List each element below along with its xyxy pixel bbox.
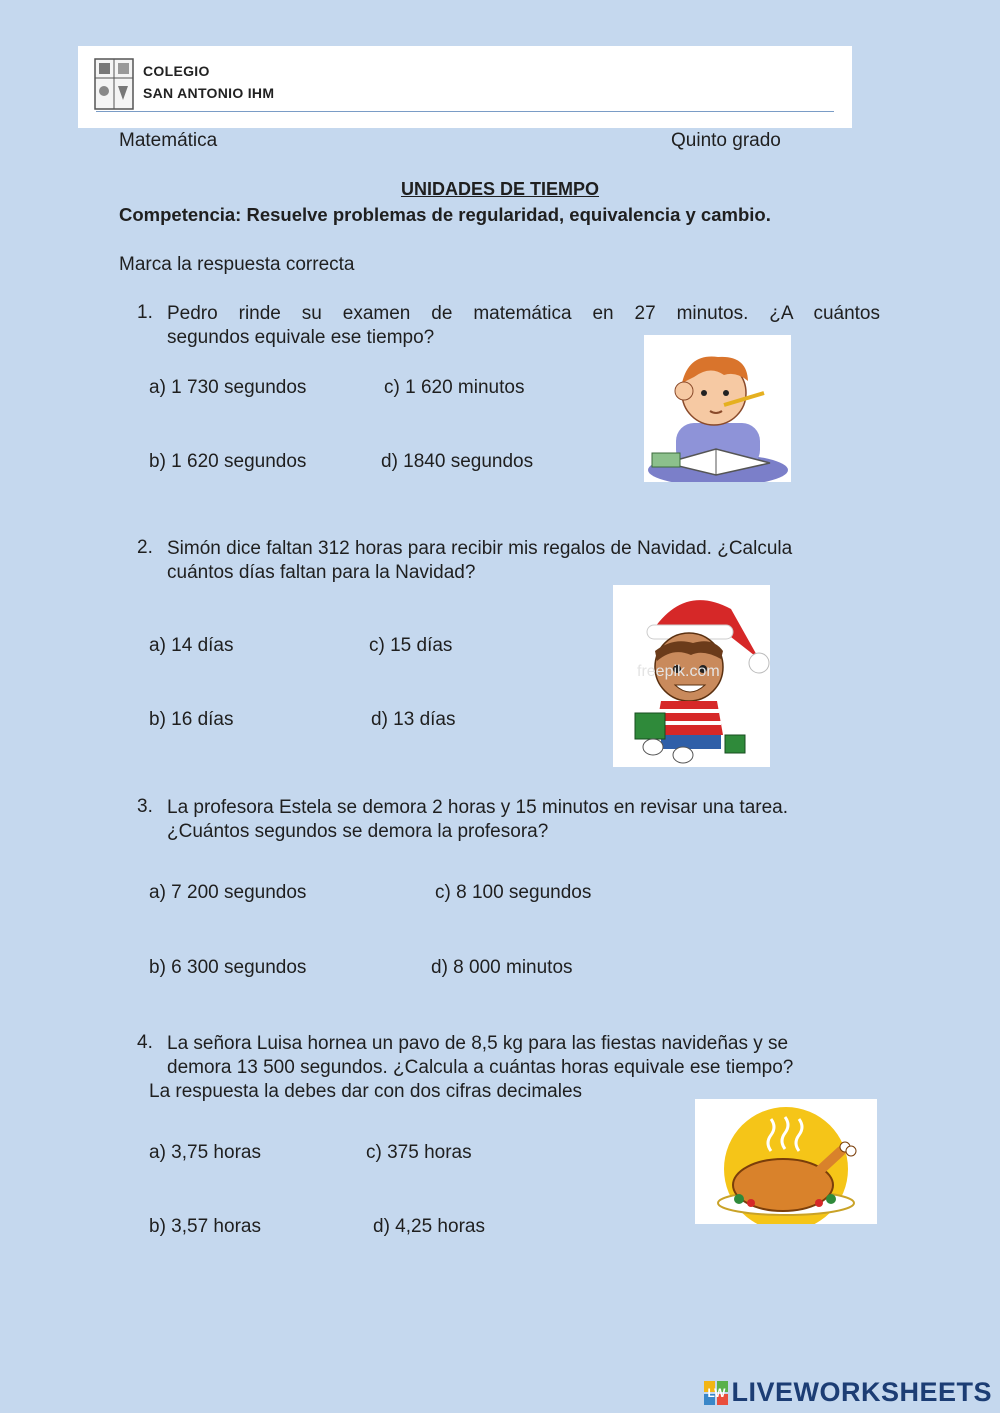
- page-title: UNIDADES DE TIEMPO: [400, 179, 600, 199]
- question-1-option-c[interactable]: c) 1 620 minutos: [384, 377, 525, 398]
- question-1-option-b[interactable]: b) 1 620 segundos: [149, 451, 307, 472]
- question-4-number: 4.: [137, 1032, 153, 1053]
- question-3-option-a[interactable]: a) 7 200 segundos: [149, 882, 307, 903]
- liveworksheets-logo-icon: [704, 1381, 728, 1405]
- school-name-line1: COLEGIO: [143, 63, 210, 79]
- liveworksheets-brand: [704, 1377, 992, 1408]
- image-watermark: freepik.com: [637, 663, 720, 680]
- liveworksheets-logo-letters: LW: [707, 1385, 726, 1400]
- question-4-line3: La respuesta la debes dar con dos cifras decimales: [149, 1081, 583, 1102]
- question-4-line1: La señora Luisa hornea un pavo de 8,5 kg para las fiestas navideñas y se: [167, 1033, 789, 1054]
- question-1-line1: Pedro rinde su examen de matemática en 27 minutos. ¿A cuántos: [167, 303, 880, 324]
- question-2-option-c[interactable]: c) 15 días: [369, 635, 453, 656]
- question-2-option-d[interactable]: d) 13 días: [371, 709, 456, 730]
- roast-turkey-illustration: [695, 1099, 877, 1224]
- question-1-number: 1.: [137, 302, 153, 323]
- question-2-line1: Simón dice faltan 312 horas para recibir mis regalos de Navidad. ¿Calcula: [167, 538, 793, 559]
- school-crest-icon: [94, 58, 134, 110]
- question-2-number: 2.: [137, 537, 153, 558]
- question-1-option-a[interactable]: a) 1 730 segundos: [149, 377, 307, 398]
- question-2-option-b[interactable]: b) 16 días: [149, 709, 234, 730]
- question-4-option-d[interactable]: d) 4,25 horas: [373, 1216, 485, 1237]
- question-3-line2: ¿Cuántos segundos se demora la profesora?: [167, 821, 549, 842]
- question-2-line2: cuántos días faltan para la Navidad?: [167, 562, 476, 583]
- question-3-line1: La profesora Estela se demora 2 horas y 15 minutos en revisar una tarea.: [167, 797, 789, 818]
- instruction-text: Marca la respuesta correcta: [119, 254, 355, 275]
- grade-label: Quinto grado: [671, 130, 781, 151]
- christmas-boy-illustration: [613, 585, 770, 767]
- question-1-line2: segundos equivale ese tiempo?: [167, 327, 435, 348]
- question-4-line2: demora 13 500 segundos. ¿Calcula a cuántas horas equivale ese tiempo?: [167, 1057, 794, 1078]
- question-3-option-b[interactable]: b) 6 300 segundos: [149, 957, 307, 978]
- header-divider: [96, 111, 834, 112]
- question-2-option-a[interactable]: a) 14 días: [149, 635, 234, 656]
- question-3-option-c[interactable]: c) 8 100 segundos: [435, 882, 592, 903]
- student-studying-illustration: [644, 335, 791, 482]
- question-3-number: 3.: [137, 796, 153, 817]
- liveworksheets-brand-text: LIVEWORKSHEETS: [731, 1377, 992, 1407]
- school-name-line2: SAN ANTONIO IHM: [143, 85, 275, 101]
- question-4-option-b[interactable]: b) 3,57 horas: [149, 1216, 261, 1237]
- question-3-option-d[interactable]: d) 8 000 minutos: [431, 957, 573, 978]
- subject-label: Matemática: [119, 130, 218, 151]
- competencia-text: Competencia: Resuelve problemas de regularidad, equivalencia y cambio.: [119, 204, 771, 225]
- question-4-option-c[interactable]: c) 375 horas: [366, 1142, 472, 1163]
- question-4-option-a[interactable]: a) 3,75 horas: [149, 1142, 261, 1163]
- question-1-option-d[interactable]: d) 1840 segundos: [381, 451, 534, 472]
